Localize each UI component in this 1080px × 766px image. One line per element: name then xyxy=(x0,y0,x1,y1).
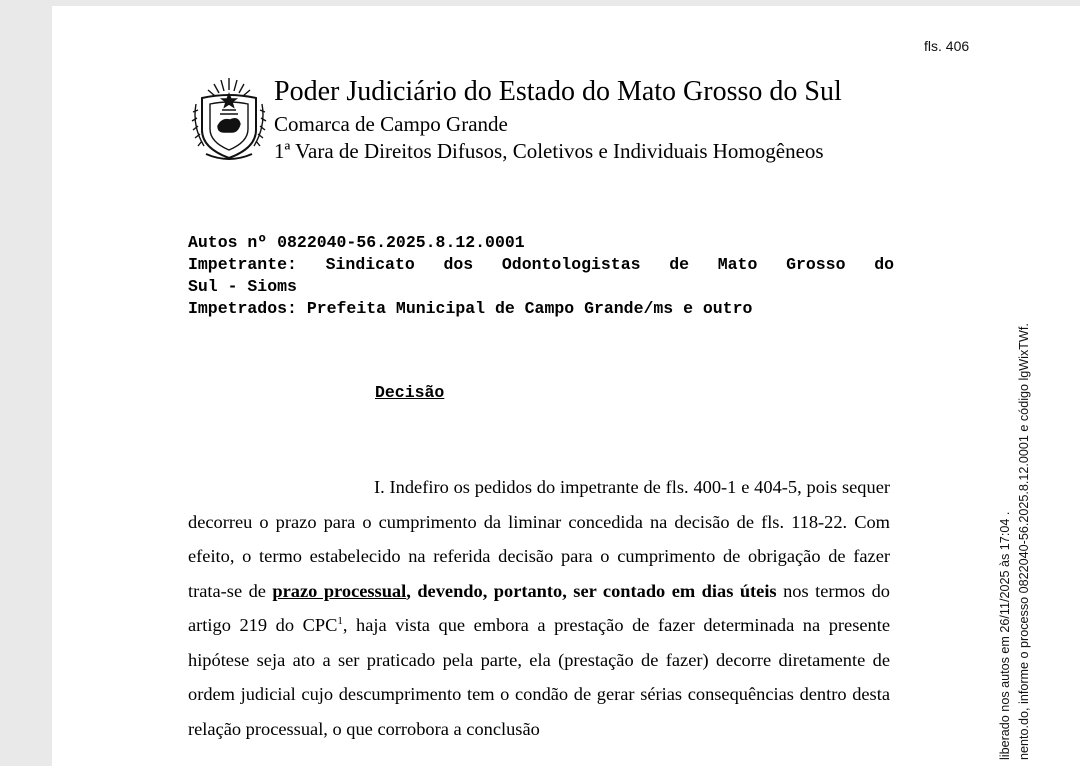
impetrante-line-2: Sul - Sioms xyxy=(188,277,297,296)
vara-name: 1ª Vara de Direitos Difusos, Coletivos e Individuais Homogêneos xyxy=(274,139,824,163)
case-details xyxy=(188,232,894,320)
decision-title: Decisão xyxy=(375,383,445,402)
footnote-ref[interactable]: 1 xyxy=(337,614,343,627)
paragraph-1-text-d: nos termos do artigo 219 do CPC xyxy=(188,580,891,635)
stamp-line-2: nento.do, informe o processo 0822040-56.2025.8.12.0001 e código lgWixTWf. xyxy=(1017,323,1031,760)
impetrados-line: Impetrados: Prefeita Municipal de Campo Grande/ms e outro xyxy=(188,299,753,318)
authenticity-stamp xyxy=(996,200,1034,760)
page-number: fls. 406 xyxy=(924,38,970,54)
comarca-name: Comarca de Campo Grande xyxy=(274,112,508,136)
stamp-line-1: liberado nos autos em 26/11/2025 às 17:04 . xyxy=(998,511,1012,760)
impetrante-line-1: Impetrante: Sindicato dos Odontologistas de Mato Grosso do xyxy=(188,255,894,274)
case-number: Autos nº 0822040-56.2025.8.12.0001 xyxy=(188,233,525,252)
decision-body xyxy=(188,470,890,746)
prazo-processual-emphasis: prazo processual xyxy=(272,580,407,601)
dias-uteis-emphasis: , devendo, portanto, ser contado em dias úteis xyxy=(406,580,777,601)
paragraph-1-text-a: I. Indefiro os pedidos do impetrante de fls. 400-1 e 404-5, pois sequer decorreu o prazo para o cumprimento da liminar concedida na decisão de fls. 118-22. Com efeito, o termo estabelecido na referida decisão para o cumprimento de obrigação de fazer trata-se de xyxy=(188,477,890,601)
coat-of-arms-icon xyxy=(188,74,270,164)
court-name: Poder Judiciário do Estado do Mato Grosso do Sul xyxy=(274,76,842,107)
document-page xyxy=(52,6,1080,766)
paragraph-1-text-e: , haja vista que embora a prestação de fazer determinada na presente hipótese seja ato a ser praticado pela parte, ela (prestação de fazer) decorre diretamente de ordem judicial cujo descumprimento tem o condão de gerar sérias consequências dentro desta relação processual, o que corrobora a conclusão xyxy=(188,615,890,739)
paragraph-1 xyxy=(188,470,890,746)
